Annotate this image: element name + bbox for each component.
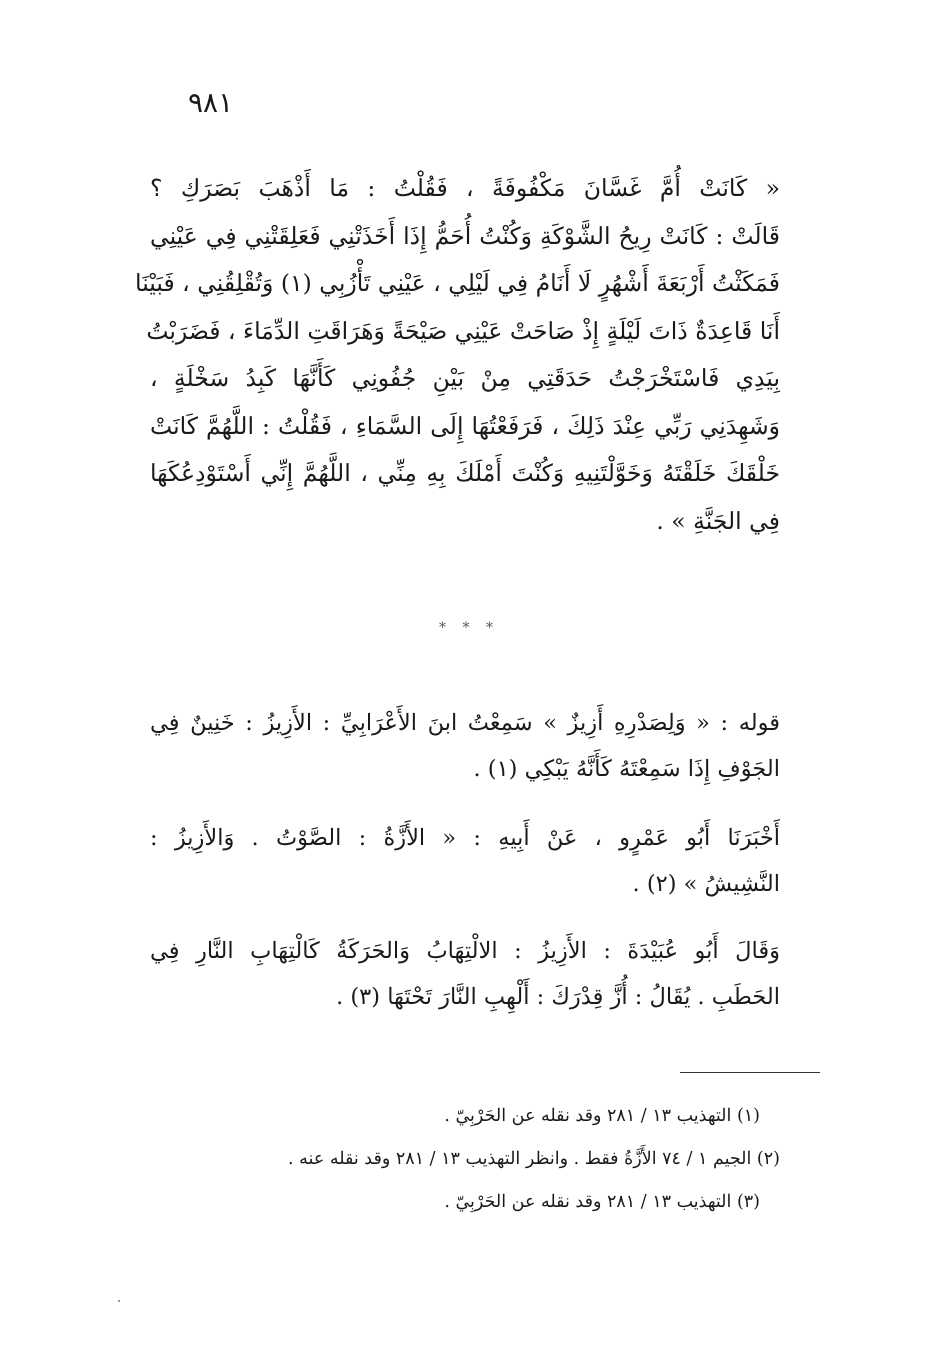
section-separator: * * *: [439, 620, 499, 636]
paragraph-1: [150, 700, 780, 792]
paragraph-2: [150, 815, 780, 907]
quote-line: قَالَتْ : كَانَتْ رِيحُ الشَّوْكَةِ وَكُنْتُ أُحَمُّ إِذَا أَخَذَتْنِي فَعَلِقَتْنِي فِي عَيْنِي: [150, 221, 780, 250]
quote-block: [135, 165, 780, 545]
page-number: ٩٨١: [188, 86, 234, 119]
footnotes: [150, 1095, 780, 1224]
margin-mark: [118, 1300, 120, 1302]
quote-line: وَشَهِدَنِي رَبِّي عِنْدَ ذَلِكَ ، فَرَفَعْتُهَا إِلَى السَّمَاءِ ، فَقُلْتُ : اللَّهُمَّ كَانَتْ: [150, 411, 780, 440]
quote-line: أَنَا قَاعِدَةٌ ذَاتَ لَيْلَةٍ إِذْ صَاحَتْ عَيْنِي صَيْحَةً وَهَرَاقَتِ الدِّمَاءَ ، فَضَرَبْتُ: [146, 316, 780, 345]
paragraph-line: النَّشِيشُ » (٢) .: [632, 871, 780, 897]
paragraph-line: وَقَالَ أَبُو عُبَيْدَةَ : الأَزِيزُ : الالْتِهَابُ وَالحَرَكَةُ كَالْتِهَابِ النَّارِ فِي: [150, 938, 780, 964]
paragraph-line: الجَوْفِ إِذَا سَمِعْتَهُ كَأَنَّهُ يَبْكِي (١) .: [473, 756, 780, 782]
paragraph-line: الحَطَبِ . يُقَالُ : أُزَّ قِدْرَكَ : أَلْهِبِ النَّارَ تَحْتَهَا (٣) .: [336, 984, 780, 1010]
footnote-2: (٢) الجيم ١ / ٧٤ الأَزَّةُ فقط . وانظر التهذيب ١٣ / ٢٨١ وقد نقله عنه .: [288, 1149, 780, 1169]
paragraph-line: أَخْبَرَنَا أَبُو عَمْرٍو ، عَنْ أَبِيهِ : « الأَزَّةُ : الصَّوْتُ . وَالأَزِيزُ :: [150, 825, 780, 851]
paragraph-line: قوله : « وَلِصَدْرِهِ أَزِيزٌ » سَمِعْتُ ابنَ الأَعْرَابِيِّ : الأَزِيزُ : خَنِينٌ فِي: [150, 710, 780, 736]
quote-line: فِي الجَنَّةِ » .: [656, 506, 780, 535]
quote-line: « كَانَتْ أُمَّ غَسَّانَ مَكْفُوفَةً ، فَقُلْتُ : مَا أَذْهَبَ بَصَرَكِ ؟: [150, 174, 780, 202]
footnote-3: (٣) التهذيب ١٣ / ٢٨١ وقد نقله عن الحَرْبِيّ .: [444, 1192, 760, 1212]
footnote-1: (١) التهذيب ١٣ / ٢٨١ وقد نقله عن الحَرْبِيّ .: [444, 1106, 760, 1126]
paragraph-3: [150, 928, 780, 1020]
quote-line: فَمَكَثْتُ أَرْبَعَةَ أَشْهُرٍ لَا أَنَامُ فِي لَيْلِي ، عَيْنِي تَأْزُبِي (١) وَتُقْلِقُنِي ، فَبَيْنَا: [135, 269, 780, 297]
quote-line: بِيَدِي فَاسْتَخْرَجْتُ حَدَقَتِي مِنْ بَيْنِ جُفُونِي كَأَنَّهَا كَبِدُ سَخْلَةٍ ،: [150, 364, 780, 392]
quote-line: خَلْقَكَ خَلَقْتَهُ وَخَوَّلْتَنِيهِ وَكُنْتَ أَمْلَكَ بِهِ مِنِّي ، اللَّهُمَّ إِنِّي أَسْتَوْدِعُكَهَا: [150, 459, 780, 487]
footnote-divider: [680, 1072, 820, 1073]
